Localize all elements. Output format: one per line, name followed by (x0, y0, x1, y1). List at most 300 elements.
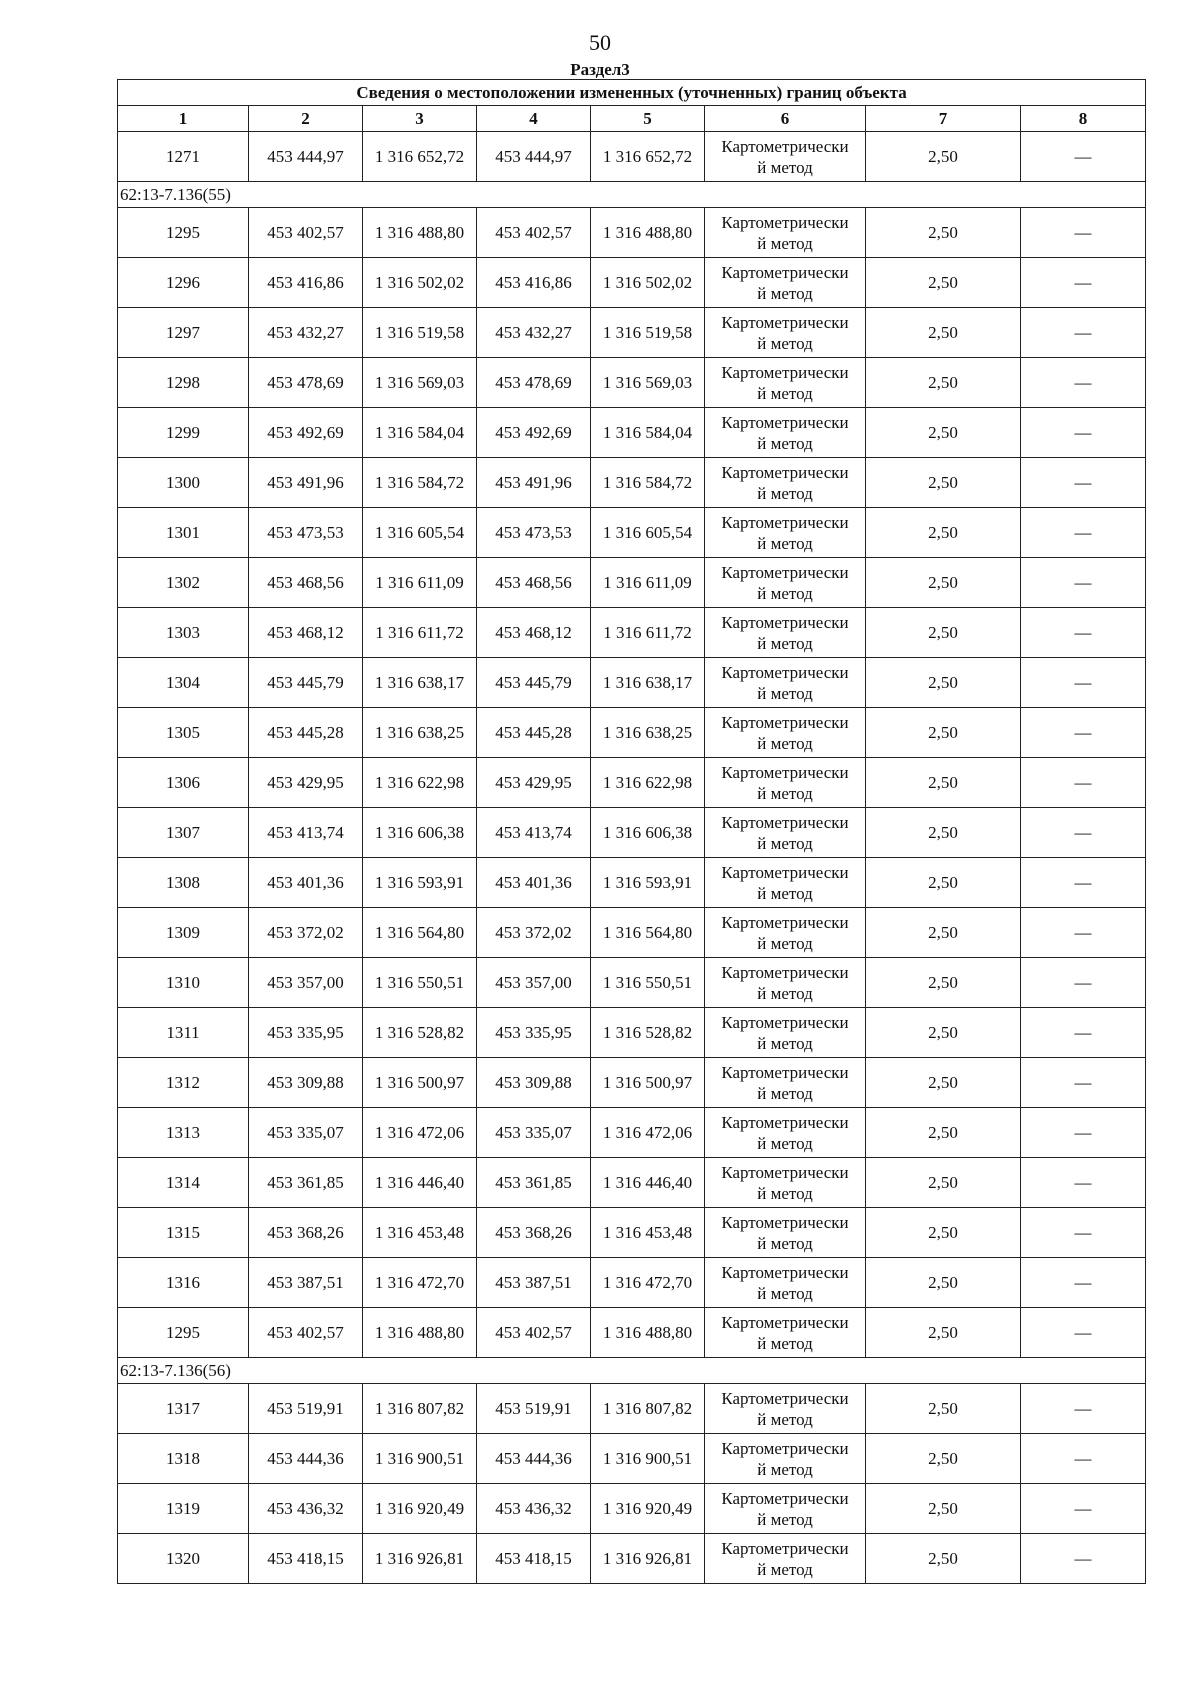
point-number-cell: 1307 (118, 808, 249, 858)
x-old-cell: 453 361,85 (249, 1158, 363, 1208)
method-line-1: Картометрически (721, 262, 849, 282)
x-old-cell: 453 445,79 (249, 658, 363, 708)
table-row (118, 1484, 1146, 1534)
point-number-cell: 1304 (118, 658, 249, 708)
column-header-4: 4 (477, 106, 591, 132)
description-cell: — (1021, 358, 1146, 408)
point-number-cell: 1310 (118, 958, 249, 1008)
description-cell: — (1021, 508, 1146, 558)
y-new-cell: 1 316 622,98 (591, 758, 705, 808)
method-line-1: Картометрически (721, 1212, 849, 1232)
method-line-1: Картометрически (721, 1162, 849, 1182)
y-old-cell: 1 316 622,98 (363, 758, 477, 808)
point-number-cell: 1297 (118, 308, 249, 358)
y-new-cell: 1 316 519,58 (591, 308, 705, 358)
method-cell (705, 1158, 866, 1208)
x-old-cell: 453 368,26 (249, 1208, 363, 1258)
point-number-cell: 1302 (118, 558, 249, 608)
point-number-cell: 1301 (118, 508, 249, 558)
method-line-1: Картометрически (721, 662, 849, 682)
x-old-cell: 453 445,28 (249, 708, 363, 758)
x-new-cell: 453 368,26 (477, 1208, 591, 1258)
point-number-cell: 1295 (118, 208, 249, 258)
accuracy-cell: 2,50 (866, 708, 1021, 758)
table-row (118, 1058, 1146, 1108)
accuracy-cell: 2,50 (866, 1058, 1021, 1108)
table-row (118, 708, 1146, 758)
table-row (118, 858, 1146, 908)
accuracy-cell: 2,50 (866, 558, 1021, 608)
method-line-1: Картометрически (721, 1388, 849, 1408)
section-label: Раздел3 (570, 60, 630, 79)
description-cell: — (1021, 858, 1146, 908)
method-line-2: й метод (757, 1233, 813, 1253)
x-old-cell: 453 416,86 (249, 258, 363, 308)
description-cell: — (1021, 1258, 1146, 1308)
x-new-cell: 453 401,36 (477, 858, 591, 908)
method-line-1: Картометрически (721, 862, 849, 882)
x-old-cell: 453 519,91 (249, 1384, 363, 1434)
x-new-cell: 453 387,51 (477, 1258, 591, 1308)
table-row (118, 1158, 1146, 1208)
y-new-cell: 1 316 611,72 (591, 608, 705, 658)
y-new-cell: 1 316 502,02 (591, 258, 705, 308)
method-cell (705, 458, 866, 508)
method-cell (705, 1058, 866, 1108)
method-cell (705, 808, 866, 858)
x-new-cell: 453 445,28 (477, 708, 591, 758)
y-new-cell: 1 316 584,72 (591, 458, 705, 508)
y-new-cell: 1 316 564,80 (591, 908, 705, 958)
method-line-1: Картометрически (721, 512, 849, 532)
y-old-cell: 1 316 488,80 (363, 1308, 477, 1358)
table-row (118, 1308, 1146, 1358)
x-old-cell: 453 432,27 (249, 308, 363, 358)
x-new-cell: 453 468,12 (477, 608, 591, 658)
point-number-cell: 1305 (118, 708, 249, 758)
y-new-cell: 1 316 638,17 (591, 658, 705, 708)
method-line-1: Картометрически (721, 362, 849, 382)
column-header-8: 8 (1021, 106, 1146, 132)
y-old-cell: 1 316 528,82 (363, 1008, 477, 1058)
accuracy-cell: 2,50 (866, 308, 1021, 358)
y-old-cell: 1 316 638,17 (363, 658, 477, 708)
accuracy-cell: 2,50 (866, 1484, 1021, 1534)
method-line-2: й метод (757, 533, 813, 553)
method-cell (705, 858, 866, 908)
y-old-cell: 1 316 519,58 (363, 308, 477, 358)
table-row (118, 608, 1146, 658)
method-line-1: Картометрически (721, 1488, 849, 1508)
method-cell (705, 958, 866, 1008)
parcel-group-label: 62:13-7.136(56) (118, 1358, 1146, 1384)
x-old-cell: 453 357,00 (249, 958, 363, 1008)
table-row (118, 908, 1146, 958)
accuracy-cell: 2,50 (866, 808, 1021, 858)
description-cell: — (1021, 608, 1146, 658)
point-number-cell: 1308 (118, 858, 249, 908)
table-row (118, 758, 1146, 808)
x-new-cell: 453 519,91 (477, 1384, 591, 1434)
x-new-cell: 453 416,86 (477, 258, 591, 308)
group-row (118, 1358, 1146, 1384)
y-old-cell: 1 316 926,81 (363, 1534, 477, 1584)
y-new-cell: 1 316 807,82 (591, 1384, 705, 1434)
method-cell (705, 1308, 866, 1358)
method-line-2: й метод (757, 783, 813, 803)
column-header-2: 2 (249, 106, 363, 132)
group-row (118, 182, 1146, 208)
table-row (118, 208, 1146, 258)
accuracy-cell: 2,50 (866, 858, 1021, 908)
y-new-cell: 1 316 638,25 (591, 708, 705, 758)
column-header-6: 6 (705, 106, 866, 132)
table-row (118, 132, 1146, 182)
description-cell: — (1021, 408, 1146, 458)
accuracy-cell: 2,50 (866, 758, 1021, 808)
x-new-cell: 453 445,79 (477, 658, 591, 708)
page-number: 50 (589, 30, 611, 55)
description-cell: — (1021, 908, 1146, 958)
y-old-cell: 1 316 611,09 (363, 558, 477, 608)
column-header-3: 3 (363, 106, 477, 132)
y-new-cell: 1 316 550,51 (591, 958, 705, 1008)
method-line-2: й метод (757, 1333, 813, 1353)
y-old-cell: 1 316 500,97 (363, 1058, 477, 1108)
y-old-cell: 1 316 900,51 (363, 1434, 477, 1484)
description-cell: — (1021, 132, 1146, 182)
x-old-cell: 453 387,51 (249, 1258, 363, 1308)
accuracy-cell: 2,50 (866, 258, 1021, 308)
table-row (118, 1384, 1146, 1434)
y-old-cell: 1 316 550,51 (363, 958, 477, 1008)
point-number-cell: 1296 (118, 258, 249, 308)
point-number-cell: 1271 (118, 132, 249, 182)
x-new-cell: 453 478,69 (477, 358, 591, 408)
method-cell (705, 508, 866, 558)
method-line-1: Картометрически (721, 1538, 849, 1558)
method-line-2: й метод (757, 1083, 813, 1103)
method-line-2: й метод (757, 333, 813, 353)
method-cell (705, 132, 866, 182)
method-cell (705, 258, 866, 308)
y-new-cell: 1 316 446,40 (591, 1158, 705, 1208)
table-row (118, 408, 1146, 458)
y-old-cell: 1 316 472,06 (363, 1108, 477, 1158)
x-old-cell: 453 401,36 (249, 858, 363, 908)
method-cell (705, 1008, 866, 1058)
x-old-cell: 453 418,15 (249, 1534, 363, 1584)
y-old-cell: 1 316 605,54 (363, 508, 477, 558)
x-new-cell: 453 418,15 (477, 1534, 591, 1584)
y-new-cell: 1 316 900,51 (591, 1434, 705, 1484)
point-number-cell: 1311 (118, 1008, 249, 1058)
method-cell (705, 758, 866, 808)
y-old-cell: 1 316 569,03 (363, 358, 477, 408)
description-cell: — (1021, 808, 1146, 858)
method-line-2: й метод (757, 1559, 813, 1579)
x-new-cell: 453 444,97 (477, 132, 591, 182)
method-line-1: Картометрически (721, 412, 849, 432)
description-cell: — (1021, 758, 1146, 808)
x-new-cell: 453 335,07 (477, 1108, 591, 1158)
method-cell (705, 1534, 866, 1584)
y-old-cell: 1 316 606,38 (363, 808, 477, 858)
accuracy-cell: 2,50 (866, 958, 1021, 1008)
accuracy-cell: 2,50 (866, 1208, 1021, 1258)
point-number-cell: 1317 (118, 1384, 249, 1434)
method-line-1: Картометрически (721, 562, 849, 582)
method-line-1: Картометрически (721, 762, 849, 782)
method-line-1: Картометрически (721, 212, 849, 232)
method-line-1: Картометрически (721, 1262, 849, 1282)
accuracy-cell: 2,50 (866, 1434, 1021, 1484)
accuracy-cell: 2,50 (866, 1108, 1021, 1158)
x-old-cell: 453 436,32 (249, 1484, 363, 1534)
y-old-cell: 1 316 807,82 (363, 1384, 477, 1434)
y-new-cell: 1 316 488,80 (591, 208, 705, 258)
method-line-2: й метод (757, 1509, 813, 1529)
y-new-cell: 1 316 472,70 (591, 1258, 705, 1308)
y-new-cell: 1 316 920,49 (591, 1484, 705, 1534)
method-line-1: Картометрически (721, 962, 849, 982)
x-new-cell: 453 468,56 (477, 558, 591, 608)
accuracy-cell: 2,50 (866, 908, 1021, 958)
method-line-1: Картометрически (721, 462, 849, 482)
column-header-5: 5 (591, 106, 705, 132)
method-cell (705, 908, 866, 958)
x-new-cell: 453 372,02 (477, 908, 591, 958)
y-new-cell: 1 316 453,48 (591, 1208, 705, 1258)
table-row (118, 1108, 1146, 1158)
description-cell: — (1021, 1484, 1146, 1534)
method-line-2: й метод (757, 1459, 813, 1479)
description-cell: — (1021, 1384, 1146, 1434)
x-old-cell: 453 372,02 (249, 908, 363, 958)
x-new-cell: 453 491,96 (477, 458, 591, 508)
description-cell: — (1021, 1008, 1146, 1058)
y-old-cell: 1 316 446,40 (363, 1158, 477, 1208)
x-new-cell: 453 335,95 (477, 1008, 591, 1058)
y-new-cell: 1 316 500,97 (591, 1058, 705, 1108)
x-old-cell: 453 309,88 (249, 1058, 363, 1108)
x-old-cell: 453 478,69 (249, 358, 363, 408)
description-cell: — (1021, 1058, 1146, 1108)
x-new-cell: 453 402,57 (477, 1308, 591, 1358)
description-cell: — (1021, 258, 1146, 308)
method-line-2: й метод (757, 983, 813, 1003)
method-cell (705, 558, 866, 608)
method-line-1: Картометрически (721, 1062, 849, 1082)
method-line-1: Картометрически (721, 812, 849, 832)
accuracy-cell: 2,50 (866, 508, 1021, 558)
method-line-1: Картометрически (721, 1312, 849, 1332)
y-new-cell: 1 316 606,38 (591, 808, 705, 858)
x-old-cell: 453 468,56 (249, 558, 363, 608)
point-number-cell: 1303 (118, 608, 249, 658)
point-number-cell: 1318 (118, 1434, 249, 1484)
point-number-cell: 1319 (118, 1484, 249, 1534)
table-row (118, 1434, 1146, 1484)
description-cell: — (1021, 658, 1146, 708)
x-new-cell: 453 357,00 (477, 958, 591, 1008)
accuracy-cell: 2,50 (866, 358, 1021, 408)
point-number-cell: 1295 (118, 1308, 249, 1358)
method-line-1: Картометрически (721, 1438, 849, 1458)
method-cell (705, 1484, 866, 1534)
description-cell: — (1021, 558, 1146, 608)
point-number-cell: 1299 (118, 408, 249, 458)
accuracy-cell: 2,50 (866, 608, 1021, 658)
y-new-cell: 1 316 528,82 (591, 1008, 705, 1058)
y-old-cell: 1 316 638,25 (363, 708, 477, 758)
description-cell: — (1021, 208, 1146, 258)
point-number-cell: 1314 (118, 1158, 249, 1208)
accuracy-cell: 2,50 (866, 408, 1021, 458)
x-new-cell: 453 432,27 (477, 308, 591, 358)
y-new-cell: 1 316 472,06 (591, 1108, 705, 1158)
accuracy-cell: 2,50 (866, 132, 1021, 182)
x-old-cell: 453 473,53 (249, 508, 363, 558)
method-line-2: й метод (757, 633, 813, 653)
method-line-2: й метод (757, 1409, 813, 1429)
method-line-1: Картометрически (721, 1012, 849, 1032)
method-line-2: й метод (757, 283, 813, 303)
method-line-1: Картометрически (721, 712, 849, 732)
table-title: Сведения о местоположении измененных (уточненных) границ объекта (118, 80, 1146, 106)
method-cell (705, 408, 866, 458)
table-row (118, 1208, 1146, 1258)
table-row (118, 508, 1146, 558)
y-new-cell: 1 316 605,54 (591, 508, 705, 558)
x-old-cell: 453 335,95 (249, 1008, 363, 1058)
x-old-cell: 453 335,07 (249, 1108, 363, 1158)
point-number-cell: 1320 (118, 1534, 249, 1584)
method-line-1: Картометрически (721, 612, 849, 632)
method-line-2: й метод (757, 383, 813, 403)
method-line-2: й метод (757, 933, 813, 953)
x-new-cell: 453 361,85 (477, 1158, 591, 1208)
table-row (118, 358, 1146, 408)
method-cell (705, 208, 866, 258)
description-cell: — (1021, 1208, 1146, 1258)
y-old-cell: 1 316 564,80 (363, 908, 477, 958)
table-row (118, 558, 1146, 608)
method-line-2: й метод (757, 1283, 813, 1303)
x-old-cell: 453 429,95 (249, 758, 363, 808)
table-row (118, 808, 1146, 858)
point-number-cell: 1313 (118, 1108, 249, 1158)
x-old-cell: 453 402,57 (249, 208, 363, 258)
y-old-cell: 1 316 488,80 (363, 208, 477, 258)
point-number-cell: 1316 (118, 1258, 249, 1308)
y-new-cell: 1 316 569,03 (591, 358, 705, 408)
x-old-cell: 453 402,57 (249, 1308, 363, 1358)
y-old-cell: 1 316 502,02 (363, 258, 477, 308)
x-new-cell: 453 402,57 (477, 208, 591, 258)
x-new-cell: 453 309,88 (477, 1058, 591, 1108)
accuracy-cell: 2,50 (866, 658, 1021, 708)
description-cell: — (1021, 1534, 1146, 1584)
column-header-7: 7 (866, 106, 1021, 132)
method-line-1: Картометрически (721, 1112, 849, 1132)
method-line-2: й метод (757, 833, 813, 853)
parcel-group-label: 62:13-7.136(55) (118, 182, 1146, 208)
point-number-cell: 1300 (118, 458, 249, 508)
method-line-2: й метод (757, 1033, 813, 1053)
method-line-1: Картометрически (721, 312, 849, 332)
table-row (118, 1258, 1146, 1308)
method-cell (705, 1434, 866, 1484)
y-new-cell: 1 316 584,04 (591, 408, 705, 458)
description-cell: — (1021, 1158, 1146, 1208)
method-line-2: й метод (757, 1183, 813, 1203)
x-new-cell: 453 444,36 (477, 1434, 591, 1484)
x-old-cell: 453 491,96 (249, 458, 363, 508)
method-cell (705, 308, 866, 358)
table-row (118, 258, 1146, 308)
table-row (118, 1534, 1146, 1584)
point-number-cell: 1306 (118, 758, 249, 808)
point-number-cell: 1298 (118, 358, 249, 408)
y-new-cell: 1 316 611,09 (591, 558, 705, 608)
y-old-cell: 1 316 652,72 (363, 132, 477, 182)
x-old-cell: 453 492,69 (249, 408, 363, 458)
x-new-cell: 453 429,95 (477, 758, 591, 808)
method-line-2: й метод (757, 1133, 813, 1153)
method-cell (705, 358, 866, 408)
method-line-2: й метод (757, 883, 813, 903)
method-line-2: й метод (757, 483, 813, 503)
accuracy-cell: 2,50 (866, 1008, 1021, 1058)
description-cell: — (1021, 1308, 1146, 1358)
table-row (118, 458, 1146, 508)
y-old-cell: 1 316 584,72 (363, 458, 477, 508)
method-cell (705, 1108, 866, 1158)
y-new-cell: 1 316 652,72 (591, 132, 705, 182)
accuracy-cell: 2,50 (866, 458, 1021, 508)
x-old-cell: 453 444,97 (249, 132, 363, 182)
method-line-1: Картометрически (721, 136, 849, 156)
description-cell: — (1021, 1434, 1146, 1484)
accuracy-cell: 2,50 (866, 1258, 1021, 1308)
description-cell: — (1021, 1108, 1146, 1158)
method-cell (705, 658, 866, 708)
method-line-1: Картометрически (721, 912, 849, 932)
x-old-cell: 453 444,36 (249, 1434, 363, 1484)
method-line-2: й метод (757, 233, 813, 253)
y-old-cell: 1 316 593,91 (363, 858, 477, 908)
y-old-cell: 1 316 611,72 (363, 608, 477, 658)
description-cell: — (1021, 958, 1146, 1008)
method-cell (705, 1208, 866, 1258)
method-line-2: й метод (757, 433, 813, 453)
table-row (118, 958, 1146, 1008)
accuracy-cell: 2,50 (866, 1534, 1021, 1584)
table-row (118, 1008, 1146, 1058)
x-new-cell: 453 436,32 (477, 1484, 591, 1534)
y-new-cell: 1 316 488,80 (591, 1308, 705, 1358)
description-cell: — (1021, 308, 1146, 358)
x-old-cell: 453 413,74 (249, 808, 363, 858)
method-line-2: й метод (757, 733, 813, 753)
method-cell (705, 1384, 866, 1434)
y-old-cell: 1 316 920,49 (363, 1484, 477, 1534)
accuracy-cell: 2,50 (866, 1308, 1021, 1358)
description-cell: — (1021, 708, 1146, 758)
x-new-cell: 453 492,69 (477, 408, 591, 458)
table-body (118, 132, 1146, 1584)
